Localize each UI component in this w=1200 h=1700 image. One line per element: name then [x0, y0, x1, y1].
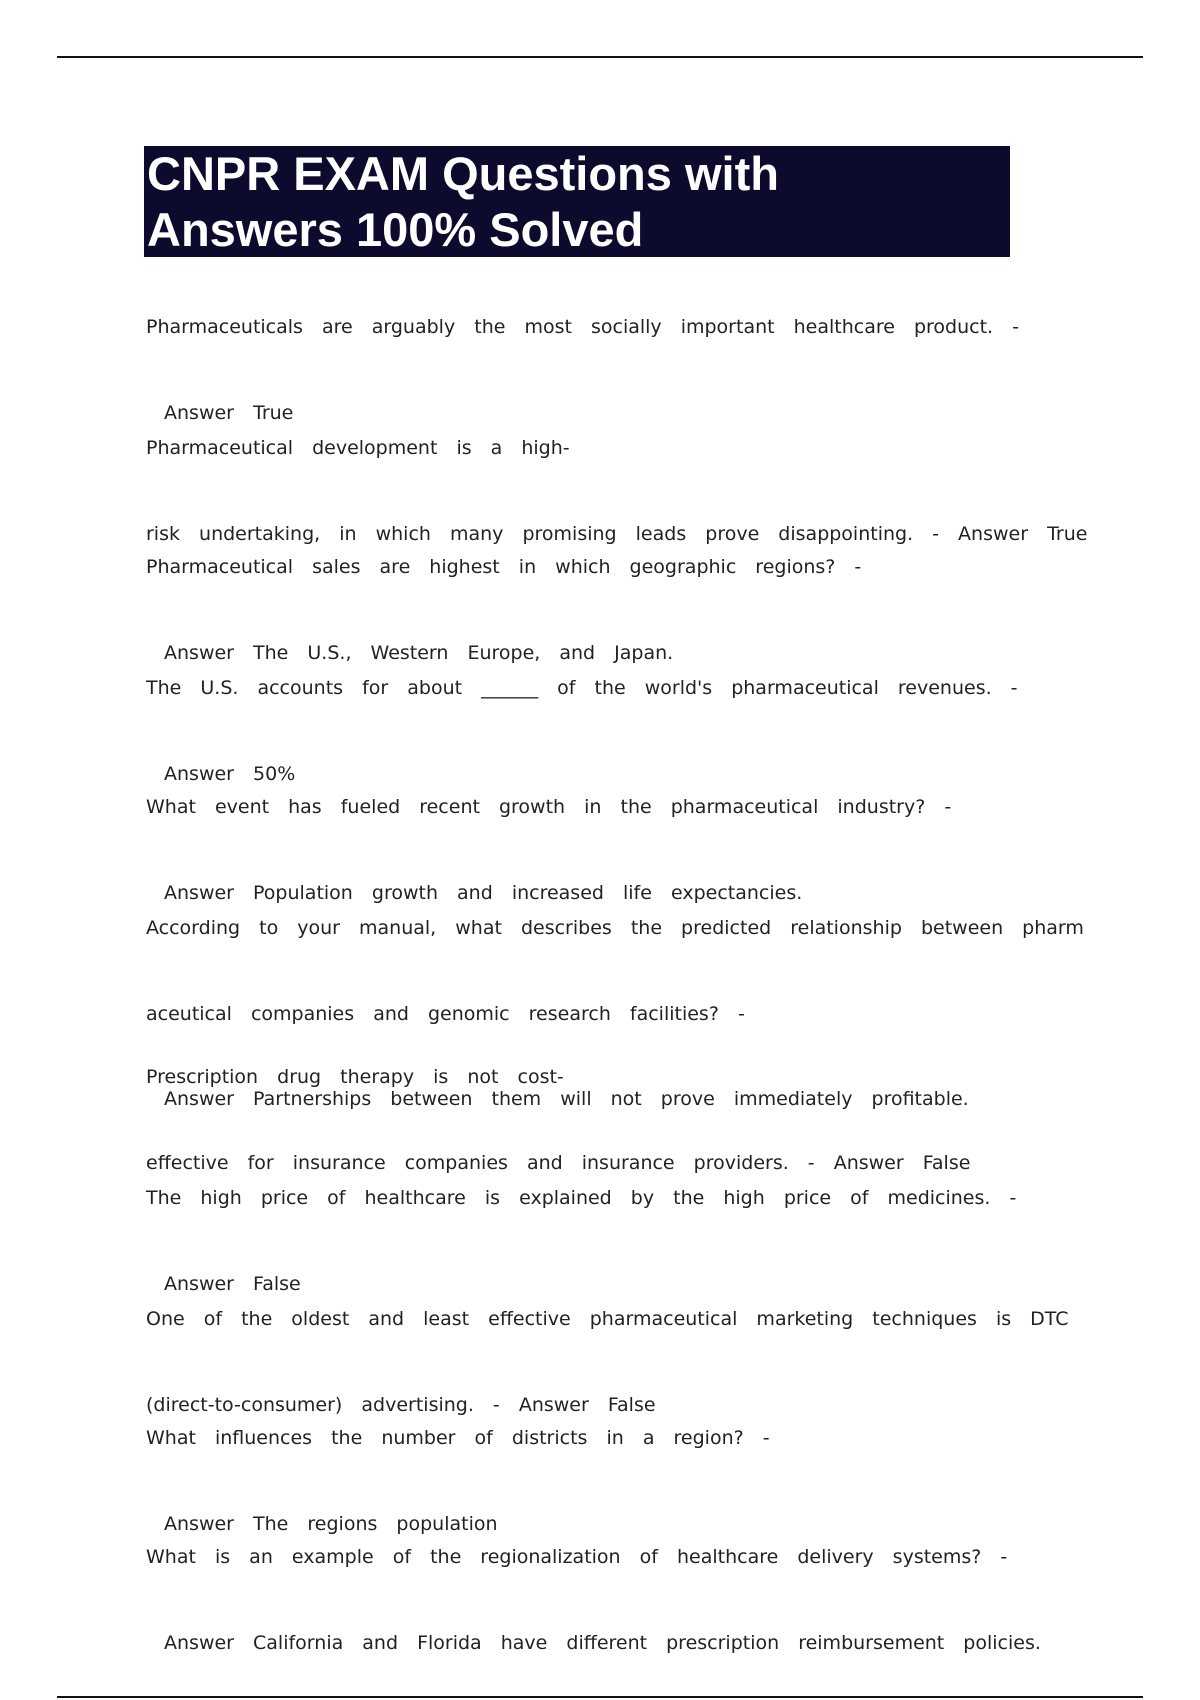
answer-text: Answer True — [164, 401, 294, 424]
question-text: What influences the number of districts in a region? - — [146, 1427, 770, 1449]
answer-text: Answer Partnerships between them will not prove immediately profitable. — [164, 1088, 969, 1110]
question-answer-text: (direct-to-consumer) advertising. - Answer False — [146, 1393, 656, 1416]
answer-text: Answer False — [164, 1272, 301, 1295]
answer-text: Answer Population growth and increased life expectancies. — [164, 881, 803, 904]
title-line-2: Answers 100% Solved — [147, 203, 644, 256]
question-text: One of the oldest and least effective pharmaceutical marketing techniques is DTC — [146, 1308, 1069, 1330]
bottom-rule — [57, 1696, 1143, 1698]
qa-item-11 — [146, 1486, 1041, 1686]
question-answer-text: effective for insurance companies and insurance providers. - Answer False — [146, 1151, 971, 1174]
question-text: What is an example of the regionalization of healthcare delivery systems? - — [146, 1546, 1008, 1568]
answer-text: Answer 50% — [164, 762, 296, 785]
answer-text: Answer The regions population — [164, 1512, 498, 1535]
question-text: Prescription drug therapy is not cost- — [146, 1066, 564, 1088]
question-answer-text: risk undertaking, in which many promising leads prove disappointing. - Answer True — [146, 522, 1088, 545]
question-text: According to your manual, what describes the predicted relationship between pharm — [146, 917, 1084, 939]
question-text: Pharmaceutical development is a high- — [146, 437, 570, 459]
question-text-cont: aceutical companies and genomic research facilities? - — [146, 1002, 745, 1025]
answer-text: Answer California and Florida have different prescription reimbursement policies. — [164, 1631, 1041, 1654]
title-line-1: CNPR EXAM Questions with — [147, 147, 779, 200]
question-text: The U.S. accounts for about ______ of the world's pharmaceutical revenues. - — [146, 677, 1018, 699]
top-rule — [57, 56, 1143, 58]
question-text: Pharmaceuticals are arguably the most socially important healthcare product. - — [146, 316, 1019, 338]
question-text: Pharmaceutical sales are highest in which geographic regions? - — [146, 556, 862, 578]
question-text: The high price of healthcare is explained by the high price of medicines. - — [146, 1187, 1017, 1209]
answer-text: Answer The U.S., Western Europe, and Japan. — [164, 641, 674, 664]
question-text: What event has fueled recent growth in the pharmaceutical industry? - — [146, 796, 952, 818]
document-title — [144, 146, 1010, 257]
